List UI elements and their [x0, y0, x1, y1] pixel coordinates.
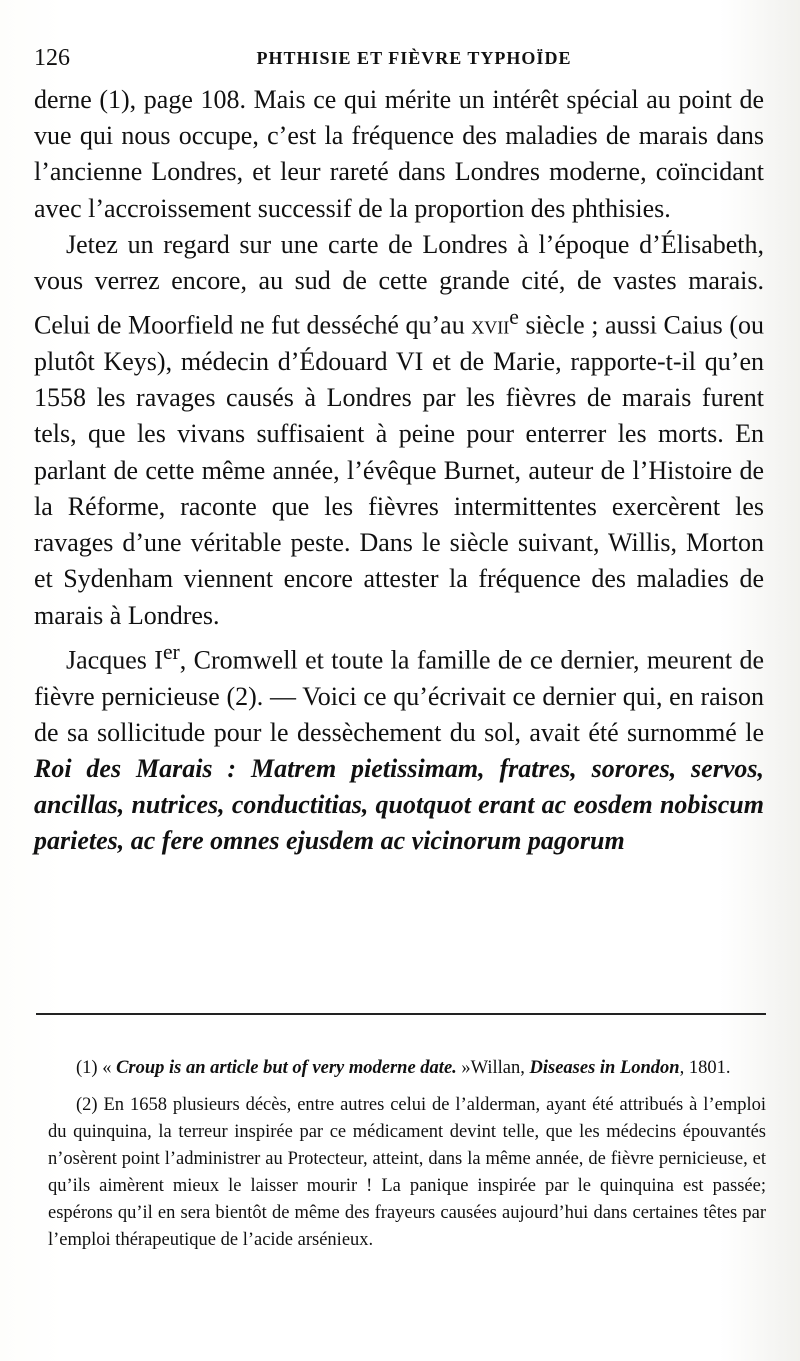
century-superscript: e [509, 305, 519, 330]
footnote-1-title: Diseases in London [529, 1058, 680, 1078]
footnote-1-marker: (1) [76, 1058, 98, 1078]
footnote-rule [36, 1013, 766, 1015]
paragraph-1: derne (1), page 108. Mais ce qui mérite un intérêt spécial au point de vue qui nous occupe, c’est la fréquence des maladies de marais dans l’ancienne Londres, et leur rareté dans Londres moderne, coïncidant avec l’accroissement successif de la proportion des phthisies. [34, 85, 764, 223]
paragraph-2-rest: siècle ; aussi Caius (ou plutôt Keys), médecin d’Édouard VI et de Marie, rapporte-t-il qu’en 1558 les ravages causés à Londres par les fièvres de marais furent tels, que les vivans suffisaient à peine pour enterrer les morts. En parlant de cette même année, l’évêque Burnet, auteur de l’Histoire de la Réforme, raconte que les fièvres intermittentes exercèrent les ravages d’une véritable peste. Dans le siècle suivant, Willis, Morton et Sydenham viennent encore attester la fréquence des maladies de marais à Londres. [34, 310, 765, 630]
footnote-1-quote-open: « [102, 1058, 117, 1078]
paragraph-2-start: Jetez un regard sur une carte de Londres à l’époque d’Élisabeth, vous verrez encore, au sud de cette grande cité, de vastes marais. Celui de Moorfield ne fut desséché qu’au [34, 229, 764, 340]
paragraph-3 [34, 634, 764, 860]
running-title: PHTHISIE ET FIÈVRE TYPHOÏDE [256, 48, 572, 68]
regnal-superscript: er [162, 639, 180, 664]
century-numeral: xvii [471, 310, 510, 340]
main-text [34, 82, 764, 860]
page-header [34, 40, 764, 76]
footnote-1-quote: Croup is an article but of very moderne date. [116, 1058, 457, 1078]
paragraph-2 [34, 227, 764, 634]
page-number: 126 [34, 45, 70, 71]
paragraph-3-middle: , Cromwell et toute la famille de ce dernier, meurent de fièvre pernicieuse (2). — Voici ce qu’écrivait ce dernier qui, en raison de sa sollicitude pour le dessèchement du sol, avait été surnommé le [34, 645, 765, 747]
footnotes [48, 1055, 766, 1264]
footnote-1 [48, 1055, 766, 1082]
footnote-2: (2) En 1658 plusieurs décès, entre autres celui de l’alderman, ayant été attribués à l’emploi du quinquina, la terreur inspirée par ce médicament devint telle, que les médecins épouvantés n’osèrent point l’administrer au Protecteur, atteint, dans la même année, de fièvre pernicieuse, et qu’ils aimèrent mieux le laisser mourir ! La panique inspirée par le quinquina est passée; espérons qu’il en sera bientôt de même des frayeurs causées aujourd’hui dans certaines têtes par l’emploi thérapeutique de l’acide arsénieux. [48, 1095, 766, 1250]
footnote-1-author: »Willan, [456, 1058, 530, 1078]
footnote-1-year: , 1801. [679, 1058, 731, 1078]
paragraph-3-start: Jacques I [66, 645, 163, 675]
latin-quotation: Roi des Marais : Matrem pietissimam, fratres, sorores, servos, ancillas, nutrices, conductitias, quotquot erant ac eosdem nobiscum parietes, ac fere omnes ejusdem ac vicinorum pagorum [34, 753, 764, 856]
